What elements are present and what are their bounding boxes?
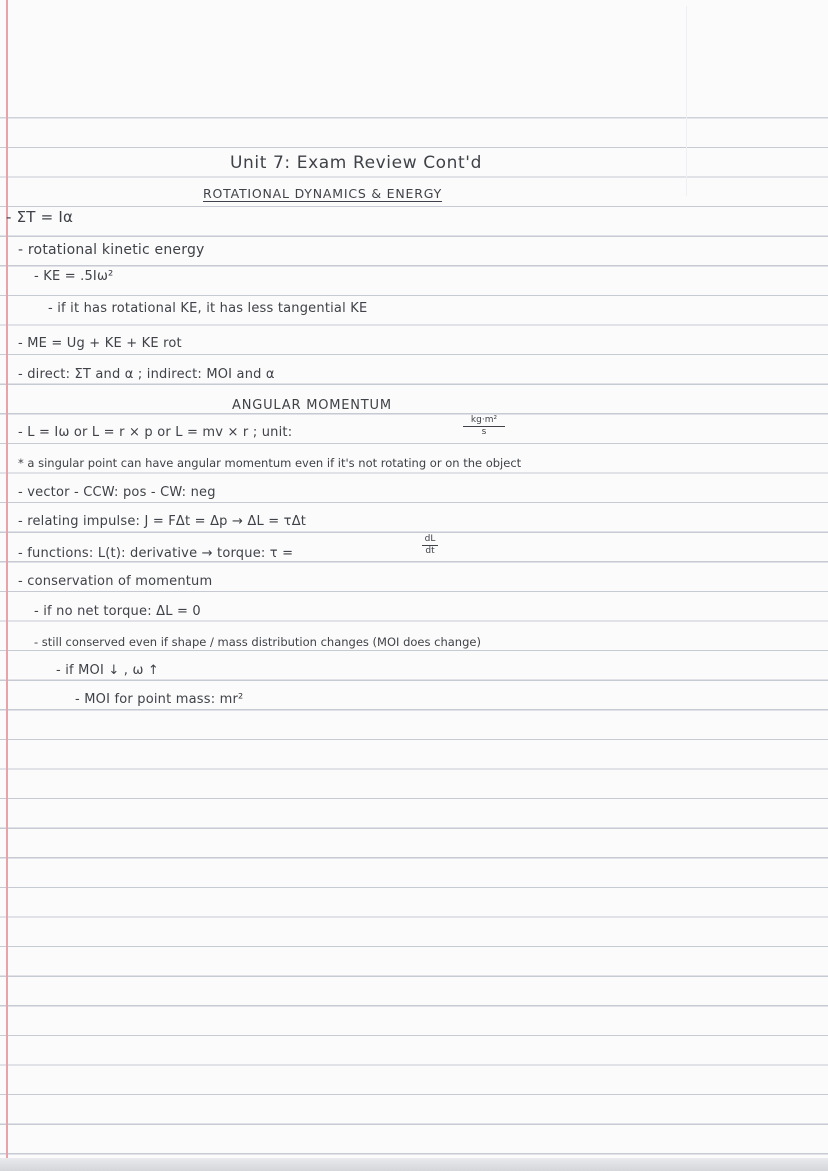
note-line-6: - direct: ΣT and α ; indirect: MOI and α: [18, 367, 275, 382]
section-title-angular-momentum: ANGULAR MOMENTUM: [232, 398, 392, 413]
note-line-4: - if it has rotational KE, it has less tangential KE: [48, 301, 368, 316]
margin-line: [6, 0, 8, 1171]
derivative-denominator: dt: [425, 546, 435, 556]
note-line-16: - MOI for point mass: mr²: [75, 692, 244, 707]
unit-fraction: [463, 416, 505, 437]
note-line-12: - conservation of momentum: [18, 574, 213, 589]
note-line-14: - still conserved even if shape / mass distribution changes (MOI does change): [34, 635, 481, 649]
note-line-11: - functions: L(t): derivative → torque: τ =: [18, 546, 294, 561]
page-bottom-edge: [0, 1158, 828, 1171]
note-line-2: - rotational kinetic energy: [18, 242, 205, 258]
page-title: Unit 7: Exam Review Cont'd: [230, 153, 482, 173]
note-line-13: - if no net torque: ΔL = 0: [34, 604, 201, 619]
note-line-9: - vector - CCW: pos - CW: neg: [18, 485, 216, 500]
note-line-3: - KE = .5Iω²: [34, 269, 114, 284]
note-line-7: - L = Iω or L = r × p or L = mv × r ; unit:: [18, 425, 293, 440]
derivative-fraction: [422, 535, 438, 556]
unit-denominator: s: [481, 427, 487, 437]
note-line-1: - ΣT = Iα: [6, 208, 74, 226]
paper-fold-mark: [686, 6, 687, 196]
page-header-area: [0, 0, 828, 120]
derivative-numerator: dL: [424, 534, 436, 544]
note-line-10: - relating impulse: J = FΔt = Δp → ΔL = τΔt: [18, 514, 307, 529]
section-title-rotational-dynamics: ROTATIONAL DYNAMICS & ENERGY: [203, 186, 443, 201]
note-line-5: - ME = Ug + KE + KE rot: [18, 336, 182, 351]
unit-numerator: kg·m²: [470, 415, 498, 425]
note-line-15: - if MOI ↓ , ω ↑: [56, 663, 159, 678]
note-line-8: * a singular point can have angular momentum even if it's not rotating or on the object: [18, 456, 522, 470]
